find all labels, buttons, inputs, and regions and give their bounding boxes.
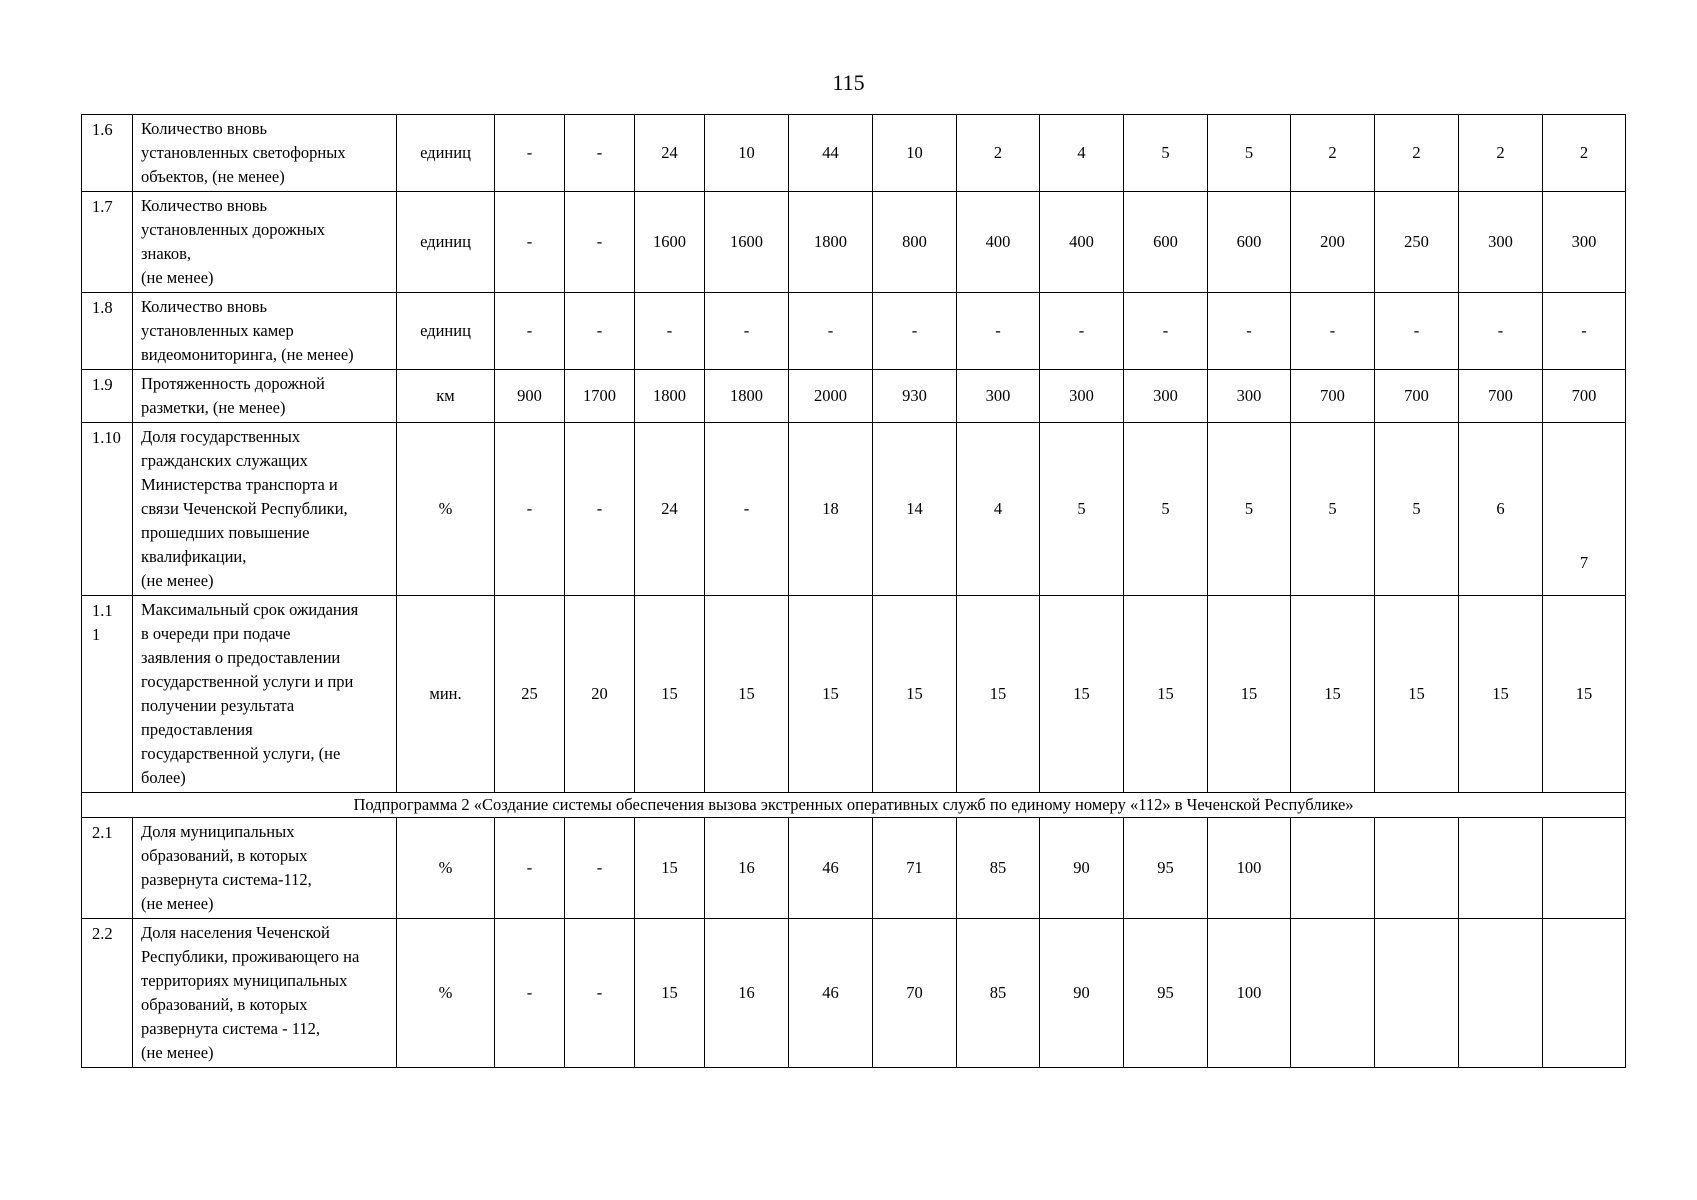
value-cell: - [789,293,873,370]
indicator-name-line: заявления о предоставлении [141,648,341,667]
value-cell: 2 [1375,115,1459,192]
value-cell: - [495,423,565,596]
value-cell: 2 [1291,115,1375,192]
value-cell: - [565,115,635,192]
value-cell: 15 [635,596,705,793]
indicator-name [133,818,397,919]
indicator-name-line: Доля муниципальных [141,822,295,841]
value-cell: 400 [1040,192,1124,293]
indicators-table [81,114,1626,1068]
unit-cell: единиц [397,192,495,293]
value-cell: - [1375,293,1459,370]
value-cell: 15 [873,596,957,793]
value-cell: 10 [873,115,957,192]
value-cell: 15 [957,596,1040,793]
value-cell: 300 [957,370,1040,423]
value-cell: 10 [705,115,789,192]
value-cell: - [957,293,1040,370]
indicator-name-line: Республики, проживающего на [141,947,360,966]
value-cell: - [565,818,635,919]
value-cell: - [495,115,565,192]
value-cell: 15 [635,818,705,919]
row-number: 1.9 [82,370,133,423]
value-cell: 2 [1543,115,1626,192]
subprogram-title: Подпрограмма 2 «Создание системы обеспечения вызова экстренных оперативных служб по единому номеру «112» в Чеченской Республике» [82,793,1626,818]
indicator-name-line: Количество вновь [141,196,268,215]
value-cell: 5 [1291,423,1375,596]
unit-cell: единиц [397,293,495,370]
subprogram-row [82,793,1626,818]
value-cell: - [1543,293,1626,370]
value-cell: - [495,293,565,370]
value-cell: - [565,423,635,596]
value-cell: 300 [1124,370,1208,423]
value-cell: 600 [1124,192,1208,293]
indicator-name-line: Доля государственных [141,427,301,446]
value-cell: 5 [1208,423,1291,596]
value-cell: - [565,192,635,293]
value-cell: 90 [1040,818,1124,919]
row-number: 1.7 [82,192,133,293]
value-cell: 95 [1124,818,1208,919]
indicator-name-line: квалификации, [141,547,247,566]
value-cell: 20 [565,596,635,793]
value-cell: 95 [1124,919,1208,1068]
value-cell: 14 [873,423,957,596]
value-cell: 2 [1459,115,1543,192]
value-cell: 70 [873,919,957,1068]
indicator-name [133,115,397,192]
indicator-name [133,919,397,1068]
row-number: 1.10 [82,423,133,596]
unit-cell: % [397,423,495,596]
value-cell: 15 [1375,596,1459,793]
indicator-name-line: государственной услуги и при [141,672,354,691]
indicator-name-line: гражданских служащих [141,451,308,470]
value-cell: 100 [1208,919,1291,1068]
value-cell: - [1459,293,1543,370]
value-cell: 4 [957,423,1040,596]
value-cell: - [565,293,635,370]
indicator-name-line: Количество вновь [141,297,268,316]
value-cell: 15 [1040,596,1124,793]
indicator-name-line: разметки, (не менее) [141,398,286,417]
indicator-name-line: образований, в которых [141,995,308,1014]
indicator-name-line: Доля населения Чеченской [141,923,330,942]
value-cell: 5 [1208,115,1291,192]
indicators-table-body [82,115,1626,1068]
value-cell: 4 [1040,115,1124,192]
unit-cell: мин. [397,596,495,793]
value-cell: 24 [635,423,705,596]
value-cell: 250 [1375,192,1459,293]
value-cell: 15 [705,596,789,793]
value-cell: 5 [1124,423,1208,596]
indicator-name [133,423,397,596]
value-cell: 16 [705,919,789,1068]
value-cell: 5 [1124,115,1208,192]
value-cell: 930 [873,370,957,423]
table-row [82,293,1626,370]
value-cell: 15 [1543,596,1626,793]
value-cell: 700 [1543,370,1626,423]
value-cell [1543,818,1626,919]
indicator-name [133,370,397,423]
value-cell: - [495,818,565,919]
value-cell: - [873,293,957,370]
value-cell: 15 [1459,596,1543,793]
indicator-name-line: развернута система-112, [141,870,312,889]
indicator-name-line: получении результата [141,696,295,715]
value-cell: 15 [1124,596,1208,793]
indicator-name-line: установленных камер [141,321,294,340]
indicator-name-line: знаков, [141,244,192,263]
value-cell: 15 [789,596,873,793]
table-row [82,115,1626,192]
value-cell: - [495,919,565,1068]
indicator-name-line: объектов, (не менее) [141,167,285,186]
value-cell: 200 [1291,192,1375,293]
indicator-name-line: (не менее) [141,571,214,590]
value-cell: 85 [957,919,1040,1068]
value-cell: 6 [1459,423,1543,596]
value-cell: 25 [495,596,565,793]
indicator-name-line: связи Чеченской Республики, [141,499,348,518]
indicator-name-line: Максимальный срок ожидания [141,600,359,619]
value-cell: 85 [957,818,1040,919]
value-cell: 46 [789,818,873,919]
indicator-name-line: Протяженность дорожной [141,374,325,393]
value-cell: 15 [635,919,705,1068]
indicator-name-line: предоставления [141,720,253,739]
table-row [82,370,1626,423]
value-cell: 16 [705,818,789,919]
value-cell: - [1040,293,1124,370]
value-cell: - [1208,293,1291,370]
indicator-name-line: (не менее) [141,1043,214,1062]
value-cell: 15 [1291,596,1375,793]
value-cell [1375,818,1459,919]
row-number: 1.6 [82,115,133,192]
value-cell: 900 [495,370,565,423]
row-number: 2.1 [82,818,133,919]
indicator-name-line: более) [141,768,186,787]
value-cell: 2 [957,115,1040,192]
value-cell: 700 [1291,370,1375,423]
value-cell: 600 [1208,192,1291,293]
value-cell: 100 [1208,818,1291,919]
row-number: 1.8 [82,293,133,370]
value-cell: 300 [1543,192,1626,293]
value-cell: - [565,919,635,1068]
indicator-name [133,596,397,793]
indicator-name-line: установленных дорожных [141,220,325,239]
indicator-name-line: установленных светофорных [141,143,346,162]
unit-cell: км [397,370,495,423]
value-cell: 2000 [789,370,873,423]
value-cell: 5 [1040,423,1124,596]
value-cell: 90 [1040,919,1124,1068]
value-cell: - [635,293,705,370]
value-cell: 300 [1208,370,1291,423]
value-cell [1291,919,1375,1068]
value-cell [1375,919,1459,1068]
indicator-name-line: Количество вновь [141,119,268,138]
value-cell: 71 [873,818,957,919]
value-cell: 46 [789,919,873,1068]
value-cell: - [1124,293,1208,370]
value-cell: 1700 [565,370,635,423]
table-row [82,818,1626,919]
value-cell: 15 [1208,596,1291,793]
value-cell: 18 [789,423,873,596]
table-row [82,919,1626,1068]
unit-cell: единиц [397,115,495,192]
value-cell [1459,919,1543,1068]
value-cell: 1800 [635,370,705,423]
value-cell: - [705,423,789,596]
table-row [82,192,1626,293]
row-number: 1.1 1 [82,596,133,793]
value-cell: 300 [1459,192,1543,293]
value-cell: 300 [1040,370,1124,423]
indicator-name-line: (не менее) [141,894,214,913]
table-row [82,423,1626,596]
value-cell: 700 [1459,370,1543,423]
value-cell: 400 [957,192,1040,293]
indicator-name [133,293,397,370]
indicator-name-line: образований, в которых [141,846,308,865]
value-cell: 5 [1375,423,1459,596]
table-row [82,596,1626,793]
indicator-name [133,192,397,293]
indicator-name-line: государственной услуги, (не [141,744,341,763]
value-cell: - [705,293,789,370]
value-cell: 1800 [789,192,873,293]
indicator-name-line: развернута система - 112, [141,1019,320,1038]
value-cell: - [495,192,565,293]
value-cell [1543,919,1626,1068]
indicator-name-line: видеомониторинга, (не менее) [141,345,354,364]
value-cell: 44 [789,115,873,192]
value-cell: - [1291,293,1375,370]
value-cell: 700 [1375,370,1459,423]
indicator-name-line: в очереди при подаче [141,624,291,643]
page-number: 115 [832,70,865,95]
value-cell: 24 [635,115,705,192]
unit-cell: % [397,818,495,919]
row-number: 2.2 [82,919,133,1068]
indicator-name-line: Министерства транспорта и [141,475,338,494]
value-cell: 1600 [705,192,789,293]
value-cell: 800 [873,192,957,293]
unit-cell: % [397,919,495,1068]
value-cell: 1800 [705,370,789,423]
value-cell [1291,818,1375,919]
indicator-name-line: (не менее) [141,268,214,287]
value-cell: 7 [1543,423,1626,596]
indicator-name-line: территориях муниципальных [141,971,348,990]
value-cell [1459,818,1543,919]
value-cell: 1600 [635,192,705,293]
indicator-name-line: прошедших повышение [141,523,310,542]
